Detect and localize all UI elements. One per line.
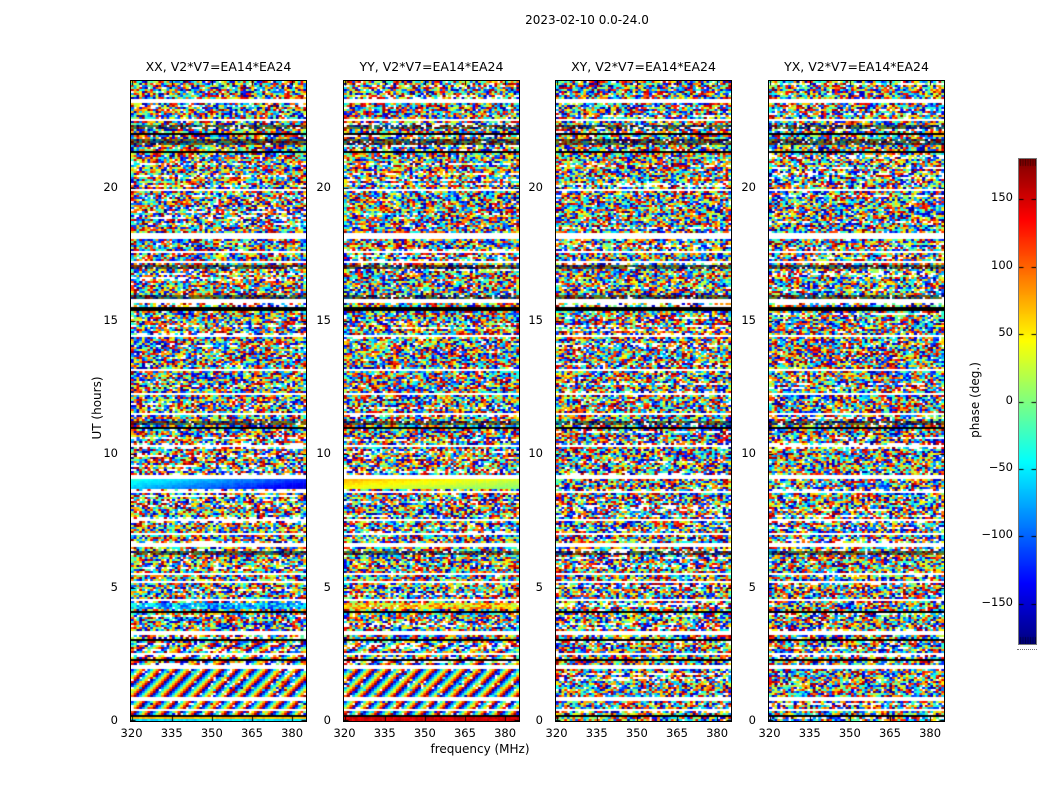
x-tick-label: 365 — [240, 726, 263, 740]
x-tick-label: 380 — [494, 726, 517, 740]
x-tick-label: 380 — [706, 726, 729, 740]
y-tick-label: 20 — [528, 179, 543, 194]
colorbar-tick-labels — [955, 158, 1013, 643]
yx-x-tick-labels — [758, 721, 944, 743]
xy-y-tick-labels — [504, 81, 550, 727]
colorbar-axis-label: phase (deg.) — [968, 362, 982, 438]
y-tick-label: 10 — [528, 446, 543, 461]
colorbar-tick-label: −100 — [981, 527, 1013, 542]
y-tick-label: 0 — [110, 713, 118, 727]
x-tick-label: 365 — [878, 726, 901, 740]
y-tick-label: 20 — [316, 179, 331, 194]
x-tick-label: 320 — [758, 726, 781, 740]
yx-phase-waterfall-canvas — [769, 81, 944, 721]
xx-x-tick-labels — [120, 721, 306, 743]
y-tick-label: 10 — [741, 446, 756, 461]
x-tick-label: 380 — [919, 726, 942, 740]
y-tick-label: 5 — [110, 579, 118, 594]
y-tick-label: 10 — [103, 446, 118, 461]
yy-y-tick-labels — [292, 81, 338, 727]
y-tick-label: 15 — [103, 313, 118, 327]
colorbar-tick-label: −50 — [988, 459, 1013, 474]
x-tick-label: 365 — [453, 726, 476, 740]
y-tick-label: 20 — [741, 179, 756, 194]
xy-phase-waterfall-canvas — [556, 81, 731, 721]
panel-yy-title: YY, V2*V7=EA14*EA24 — [359, 59, 504, 74]
yx-y-tick-labels — [717, 81, 763, 727]
colorbar-gradient-canvas — [1019, 159, 1036, 644]
colorbar-tick-label: 50 — [998, 325, 1013, 340]
colorbar-tick-label: 0 — [1005, 392, 1013, 407]
x-tick-label: 365 — [665, 726, 688, 740]
y-tick-label: 15 — [741, 313, 756, 327]
colorbar-tick-label: 150 — [991, 190, 1013, 205]
y-tick-label: 15 — [316, 313, 331, 327]
y-tick-label: 10 — [316, 446, 331, 461]
panel-xy-title: XY, V2*V7=EA14*EA24 — [571, 59, 716, 74]
colorbar-dotted-line — [1017, 649, 1037, 650]
panel-xx-title: XX, V2*V7=EA14*EA24 — [145, 59, 292, 74]
yy-phase-waterfall-canvas — [344, 81, 519, 721]
y-tick-label: 5 — [748, 579, 756, 594]
figure-title: 2023-02-10 0.0-24.0 — [525, 13, 649, 27]
y-tick-label: 15 — [528, 313, 543, 327]
xx-phase-waterfall-canvas — [131, 81, 306, 721]
yy-x-tick-labels — [333, 721, 519, 743]
xy-x-tick-labels — [545, 721, 731, 743]
panel-yx-title: YX, V2*V7=EA14*EA24 — [784, 59, 929, 74]
colorbar-tick-label: −150 — [981, 594, 1013, 609]
panel-yx — [741, 59, 945, 740]
panel-xx — [103, 59, 307, 740]
y-tick-label: 5 — [323, 579, 331, 594]
x-tick-label: 380 — [281, 726, 304, 740]
x-tick-label: 350 — [200, 726, 223, 740]
x-tick-label: 320 — [545, 726, 568, 740]
x-axis-label: frequency (MHz) — [430, 742, 530, 756]
x-tick-label: 335 — [160, 726, 183, 740]
x-tick-label: 320 — [120, 726, 143, 740]
x-tick-label: 335 — [373, 726, 396, 740]
colorbar-tick-label: 100 — [991, 257, 1013, 272]
panel-xy — [528, 59, 732, 740]
x-tick-label: 320 — [333, 726, 356, 740]
colorbar — [1018, 158, 1037, 645]
x-tick-label: 350 — [413, 726, 436, 740]
y-tick-label: 20 — [103, 179, 118, 194]
y-axis-label: UT (hours) — [90, 376, 104, 440]
x-tick-label: 350 — [838, 726, 861, 740]
x-tick-label: 335 — [798, 726, 821, 740]
x-tick-label: 335 — [585, 726, 608, 740]
y-tick-label: 0 — [323, 713, 331, 727]
y-tick-label: 5 — [535, 579, 543, 594]
y-tick-label: 0 — [748, 713, 756, 727]
y-tick-label: 0 — [535, 713, 543, 727]
x-tick-label: 350 — [625, 726, 648, 740]
panel-yy — [316, 59, 520, 740]
